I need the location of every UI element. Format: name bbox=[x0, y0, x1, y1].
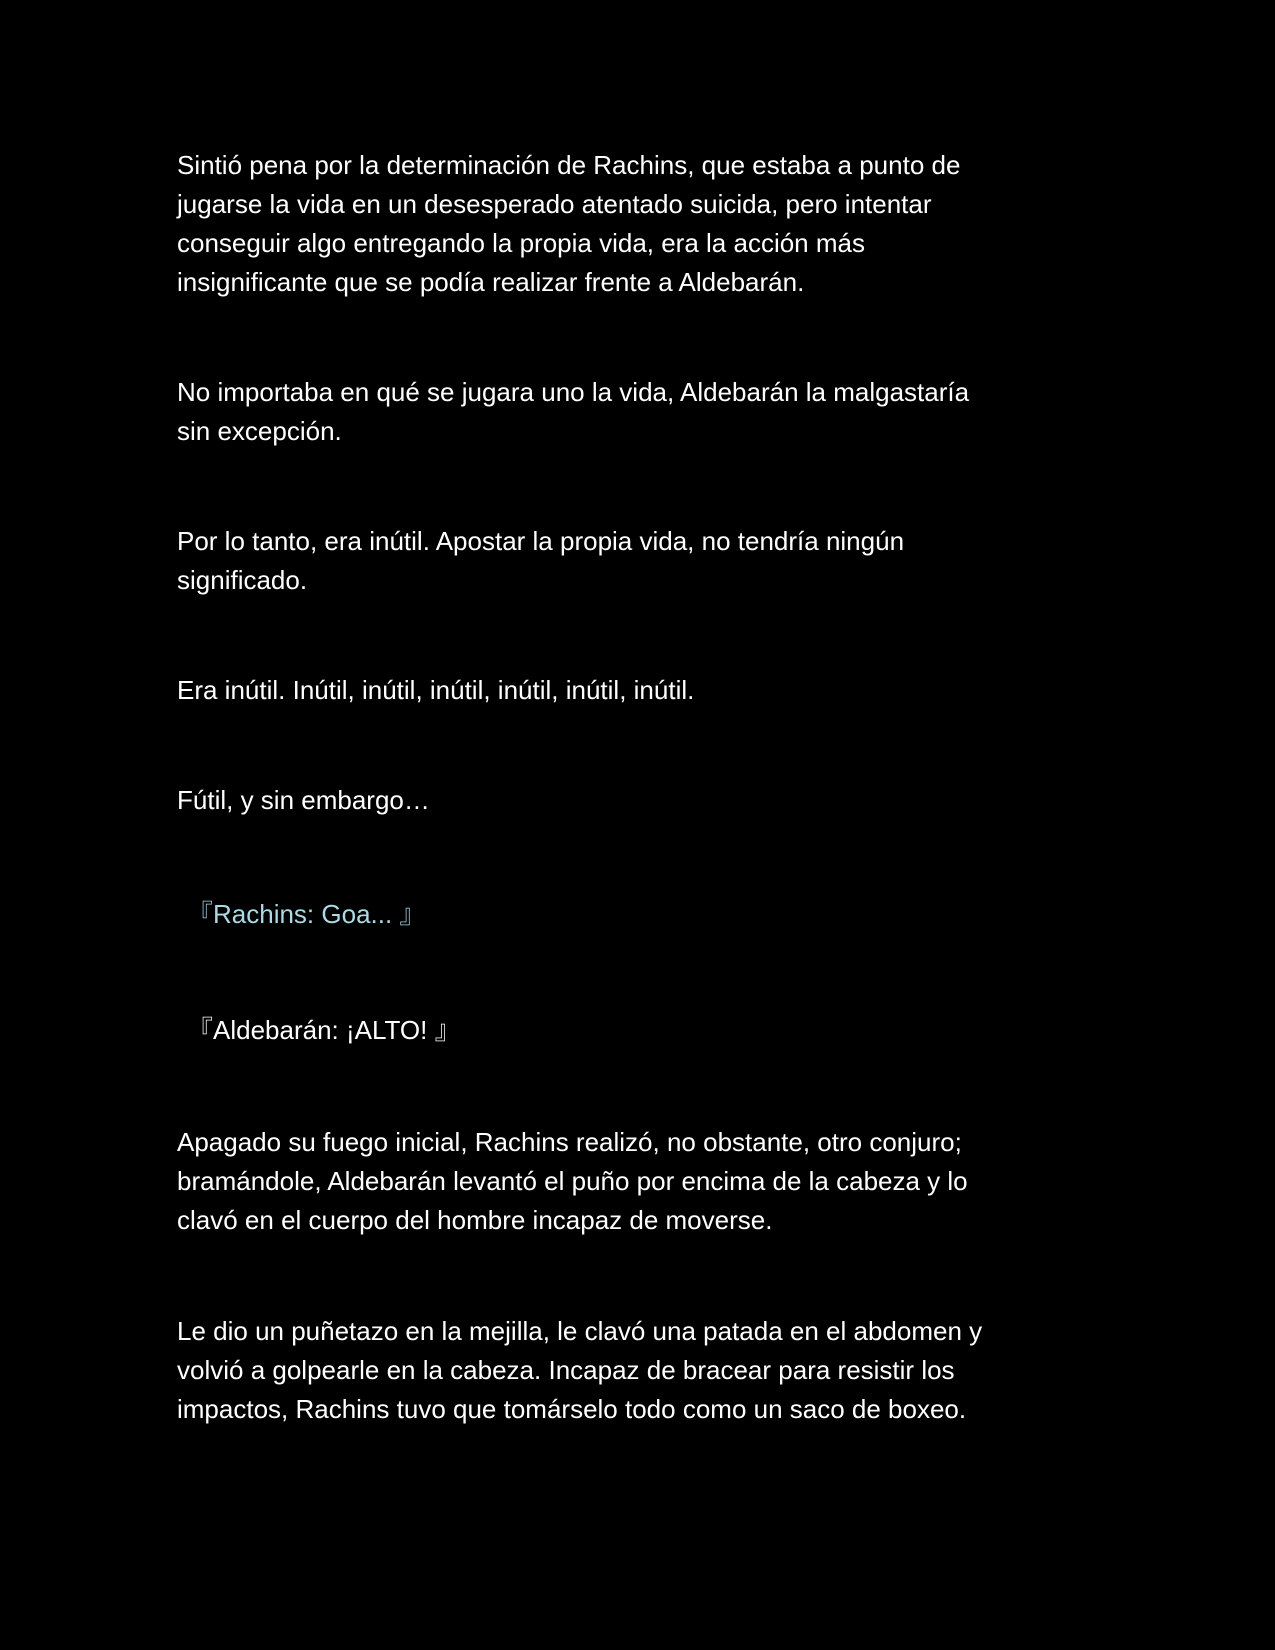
paragraph-line: volvió a golpearle en la cabeza. Incapaz de bracear para resistir los bbox=[177, 1355, 955, 1385]
paragraph-line: Le dio un puñetazo en la mejilla, le clavó una patada en el abdomen y bbox=[177, 1316, 983, 1346]
paragraph-line: sin excepción. bbox=[177, 416, 342, 446]
paragraph-line: significado. bbox=[177, 565, 308, 595]
paragraph-4 bbox=[177, 671, 1097, 710]
paragraph-3 bbox=[177, 522, 1097, 600]
paragraph-7 bbox=[177, 1312, 1097, 1429]
paragraph-line: Era inútil. Inútil, inútil, inútil, inútil, inútil, inútil. bbox=[177, 675, 695, 705]
paragraph-line: conseguir algo entregando la propia vida, era la acción más bbox=[177, 228, 865, 258]
paragraph-line: Fútil, y sin embargo… bbox=[177, 785, 430, 815]
paragraph-line: Por lo tanto, era inútil. Apostar la propia vida, no tendría ningún bbox=[177, 526, 905, 556]
paragraph-line: Apagado su fuego inicial, Rachins realizó, no obstante, otro conjuro; bbox=[177, 1127, 962, 1157]
dialog-text: 『Rachins: Goa... 』 bbox=[187, 899, 426, 929]
dialog-rachins bbox=[177, 895, 1097, 934]
paragraph-1 bbox=[177, 146, 1097, 302]
dialog-aldebaran bbox=[177, 1011, 1097, 1050]
paragraph-line: Sintió pena por la determinación de Rachins, que estaba a punto de bbox=[177, 150, 961, 180]
paragraph-5 bbox=[177, 781, 1097, 820]
paragraph-line: No importaba en qué se jugara uno la vida, Aldebarán la malgastaría bbox=[177, 377, 970, 407]
paragraph-line: jugarse la vida en un desesperado atentado suicida, pero intentar bbox=[177, 189, 932, 219]
paragraph-2 bbox=[177, 373, 1097, 451]
paragraph-line: clavó en el cuerpo del hombre incapaz de moverse. bbox=[177, 1205, 773, 1235]
dialog-text: 『Aldebarán: ¡ALTO! 』 bbox=[187, 1015, 461, 1045]
paragraph-line: impactos, Rachins tuvo que tomárselo todo como un saco de boxeo. bbox=[177, 1394, 967, 1424]
paragraph-6 bbox=[177, 1123, 1097, 1240]
document-page bbox=[177, 146, 1097, 1429]
paragraph-line: bramándole, Aldebarán levantó el puño por encima de la cabeza y lo bbox=[177, 1166, 968, 1196]
paragraph-line: insignificante que se podía realizar frente a Aldebarán. bbox=[177, 267, 805, 297]
